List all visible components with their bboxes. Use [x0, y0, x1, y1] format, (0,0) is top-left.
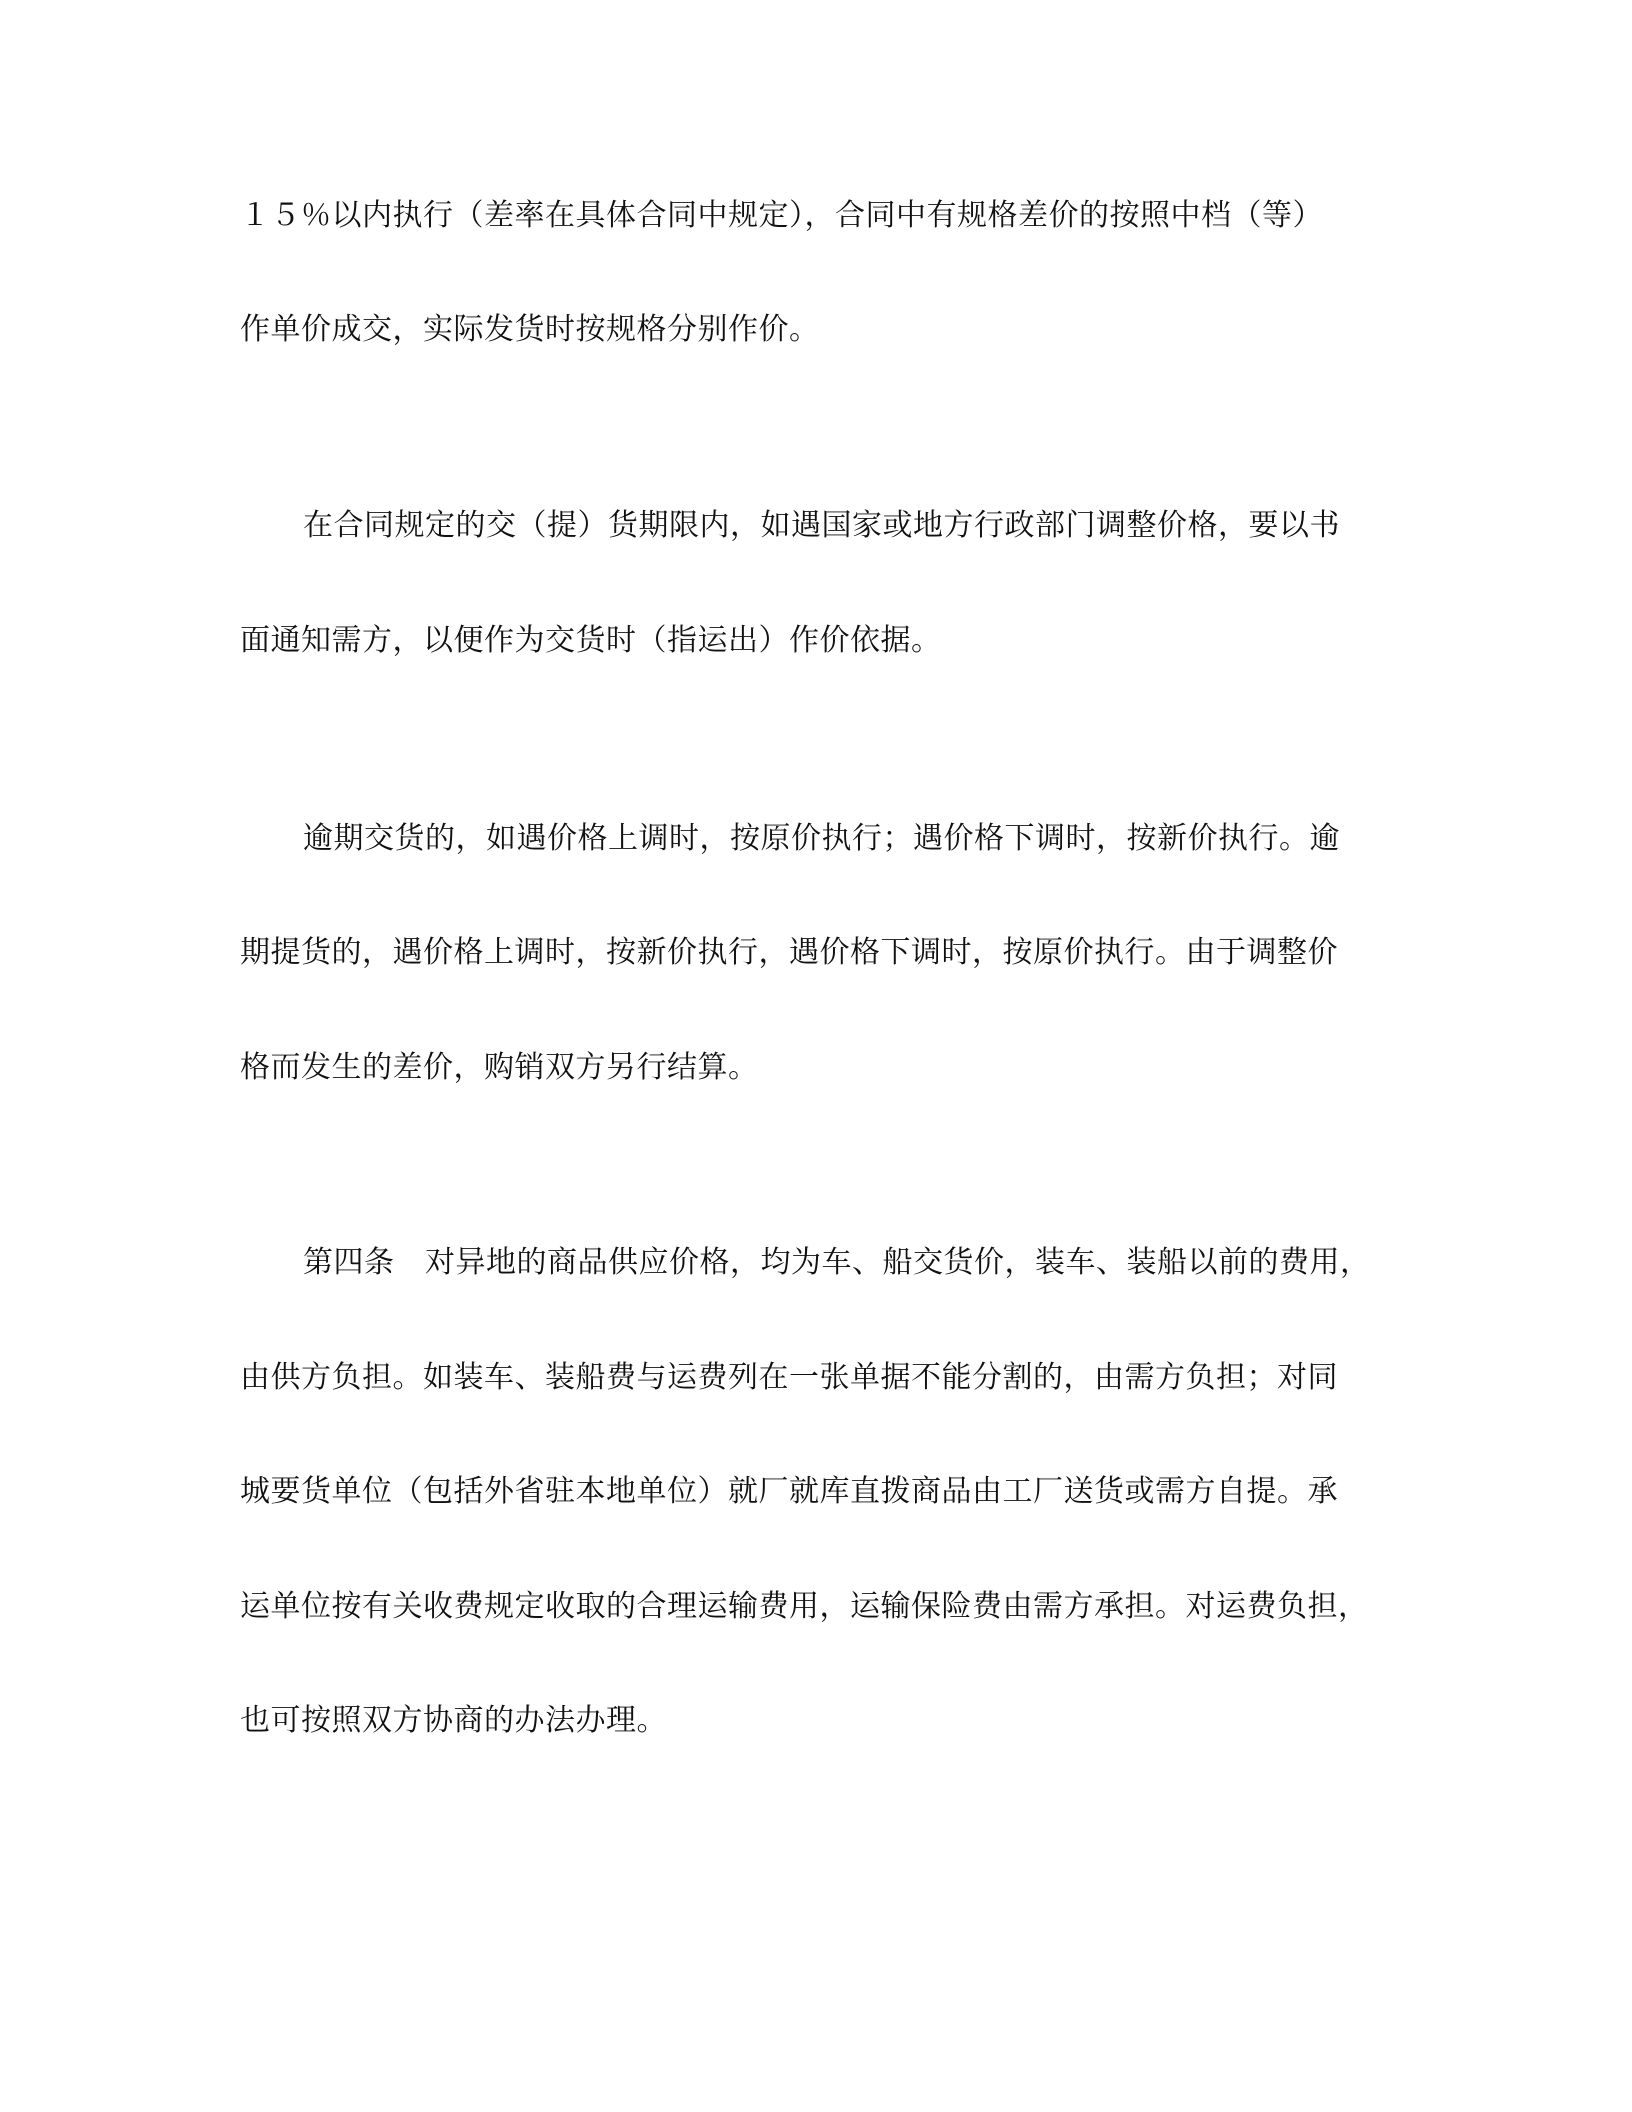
- paragraph-3-line-2: 期提货的，遇价格上调时，按新价执行，遇价格下调时，按原价执行。由于调整价: [240, 935, 1338, 970]
- paragraph-1-line-2: 作单价成交，实际发货时按规格分别作价。: [240, 312, 820, 347]
- paragraph-1-line-1: １５％以内执行（差率在具体合同中规定），合同中有规格差价的按照中档（等）: [240, 198, 1323, 233]
- paragraph-4-line-5: 也可按照双方协商的办法办理。: [240, 1703, 667, 1738]
- paragraph-4-line-3: 城要货单位（包括外省驻本地单位）就厂就库直拨商品由工厂送货或需方自提。承: [240, 1474, 1338, 1509]
- paragraph-3-line-1: 逾期交货的，如遇价格上调时，按原价执行；遇价格下调时，按新价执行。逾: [303, 821, 1340, 856]
- paragraph-3-line-3: 格而发生的差价，购销双方另行结算。: [240, 1050, 759, 1085]
- paragraph-2-line-2: 面通知需方，以便作为交货时（指运出）作价依据。: [240, 623, 942, 658]
- paragraph-4-line-1: 第四条 对异地的商品供应价格，均为车、船交货价，装车、装船以前的费用，: [303, 1245, 1371, 1280]
- paragraph-4-line-4: 运单位按有关收费规定收取的合理运输费用，运输保险费由需方承担。对运费负担，: [240, 1589, 1369, 1624]
- paragraph-2-line-1: 在合同规定的交（提）货期限内，如遇国家或地方行政部门调整价格，要以书: [303, 508, 1340, 543]
- paragraph-4-line-2: 由供方负担。如装车、装船费与运费列在一张单据不能分割的，由需方负担；对同: [240, 1360, 1338, 1395]
